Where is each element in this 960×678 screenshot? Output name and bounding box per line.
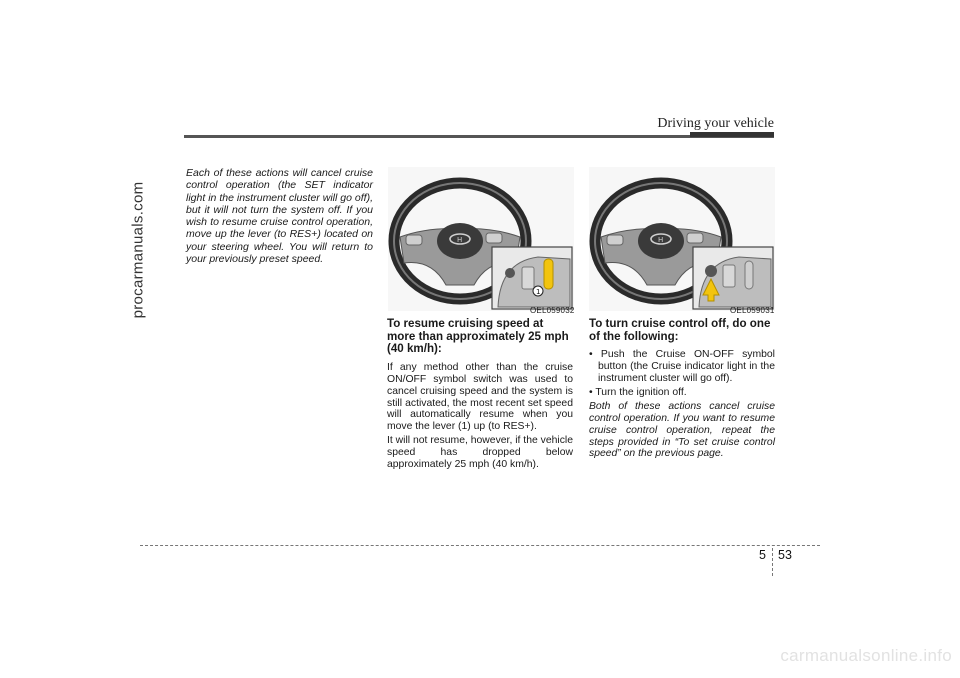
page-number: 53	[778, 548, 792, 562]
svg-text:H: H	[658, 236, 664, 244]
steering-wheel-resume-illustration	[388, 167, 574, 311]
steering-wheel-off-figure	[589, 167, 775, 311]
resume-paragraph-1: If any method other than the cruise ON/OFF symbol switch was used to cancel cruising speed and the system is still activated, the most recent set speed will automatically resume when you move the lever (1) up (to RES+).	[387, 361, 573, 433]
resume-paragraph-2: It will not resume, however, if the vehicle speed has dropped below approximately 25 mph (40 km/h).	[387, 435, 573, 471]
turn-off-heading: To turn cruise control off, do one of the following:	[589, 317, 771, 343]
figure-code-right: OEL059031	[730, 306, 775, 315]
bottom-watermark: carmanualsonline.info	[780, 646, 952, 665]
svg-text:H: H	[457, 236, 463, 244]
resume-heading: To resume cruising speed at more than approximately 25 mph (40 km/h):	[387, 317, 569, 356]
turn-off-bullet-1: • Push the Cruise ON-OFF symbol button (the Cruise indicator light in the instrument cluster will go off).	[589, 349, 775, 384]
callout-number: 1	[536, 288, 541, 296]
footer-rule	[140, 545, 820, 546]
resume-section	[387, 318, 573, 473]
steering-wheel-off-illustration	[589, 167, 775, 311]
section-title: Driving your vehicle	[657, 116, 774, 131]
turn-off-section	[589, 318, 775, 460]
side-watermark: procarmanuals.com	[129, 181, 147, 319]
footer-divider	[772, 548, 773, 576]
header-rule	[184, 135, 774, 138]
header-rule-accent	[690, 132, 774, 137]
figure-code-left: OEL059032	[530, 306, 575, 315]
turn-off-note: Both of these actions cancel cruise control operation. If you want to resume cruise control operation, repeat the steps provided in “To set cruise control speed” on the previous page.	[589, 400, 775, 460]
chapter-number: 5	[759, 548, 766, 562]
turn-off-bullet-2: • Turn the ignition off.	[589, 386, 687, 398]
steering-wheel-resume-figure	[388, 167, 574, 311]
cancel-note-text: Each of these actions will cancel cruise control operation (the SET indicator light in the instrument cluster will go off), but it will not turn the system off. If you wish to resume cruise control operation, move up the lever (to RES+) located on your steering wheel. You will return to your previously preset speed.	[186, 167, 373, 266]
